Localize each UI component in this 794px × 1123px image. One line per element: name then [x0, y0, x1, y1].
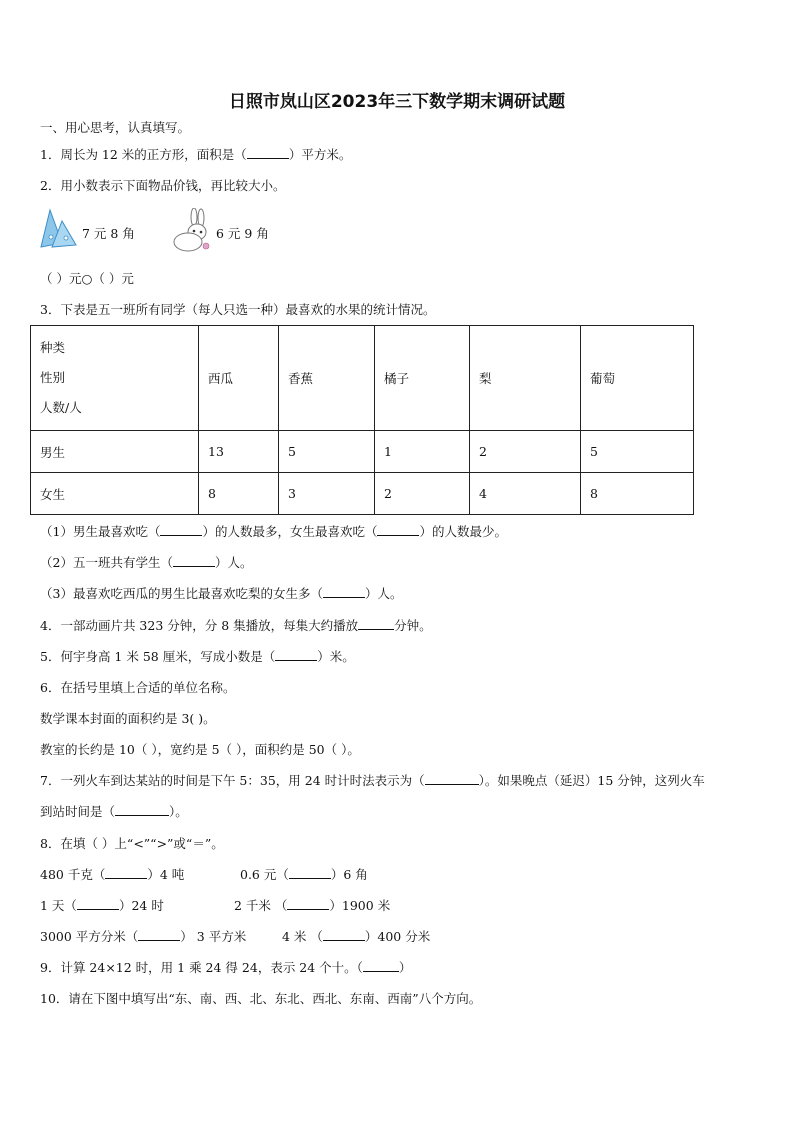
section-heading: 一、用心思考，认真填写。	[40, 120, 191, 135]
header-count: 人数/人	[40, 400, 82, 415]
table-corner-header	[31, 326, 199, 431]
question-6-line-1: 数学课本封面的面积约是 3( )。	[40, 711, 216, 726]
answer-blank[interactable]	[358, 629, 394, 630]
answer-blank[interactable]	[323, 940, 365, 941]
question-6-line-2: 教室的长约是 10（ ），宽约是 5（ ），面积约是 50（ ）。	[40, 742, 360, 757]
item2-price: 6 元 9 角	[216, 226, 269, 241]
fruit-header: 梨	[470, 326, 581, 431]
answer-blank[interactable]	[363, 971, 399, 972]
question-3-sub-2: （2）五一班共有学生（ ）人。	[40, 555, 253, 570]
answer-blank[interactable]	[247, 158, 289, 159]
fruit-header: 西瓜	[199, 326, 279, 431]
table-cell: 8	[581, 473, 694, 515]
answer-blank[interactable]	[105, 878, 147, 879]
question-8-row-2: 1 天（ ）24 时	[40, 898, 164, 913]
table-cell: 4	[470, 473, 581, 515]
answer-blank[interactable]	[287, 909, 329, 910]
fruit-header: 葡萄	[581, 326, 694, 431]
question-5: 5．何宇身高 1 米 58 厘米，写成小数是（ ）米。	[40, 649, 355, 664]
table-cell: 3	[279, 473, 375, 515]
answer-blank[interactable]	[173, 566, 215, 567]
table-row	[31, 431, 694, 473]
q1-text-b: ）平方米。	[288, 147, 352, 162]
fruit-header: 橘子	[375, 326, 470, 431]
rabbit-toy-icon	[170, 208, 214, 254]
table-header-row	[31, 326, 694, 431]
item1-price: 7 元 8 角	[82, 226, 135, 241]
question-8-row-3b: 4 米 （ ）400 分米	[282, 929, 431, 944]
table-cell: 13	[199, 431, 279, 473]
fruit-stats-table	[30, 325, 694, 515]
question-8: 8．在填（ ）上“<”“>”或“＝”。	[40, 836, 224, 851]
row-label: 男生	[31, 431, 199, 473]
answer-blank[interactable]	[289, 878, 331, 879]
answer-blank[interactable]	[425, 784, 479, 785]
row-label: 女生	[31, 473, 199, 515]
question-3-sub-3: （3）最喜欢吃西瓜的男生比最喜欢吃梨的女生多（ ）人。	[40, 586, 403, 601]
q1-text-a: 1．周长为 12 米的正方形，面积是（	[40, 147, 247, 162]
answer-blank[interactable]	[115, 815, 169, 816]
question-8-row-3: 3000 平方分米（ ） 3 平方米	[40, 929, 247, 944]
table-cell: 5	[581, 431, 694, 473]
header-gender: 性别	[40, 370, 66, 385]
table-cell: 2	[375, 473, 470, 515]
answer-blank[interactable]	[138, 940, 180, 941]
question-1	[40, 147, 351, 163]
fruit-header: 香蕉	[279, 326, 375, 431]
table-cell: 1	[375, 431, 470, 473]
question-3-sub-1: （1）男生最喜欢吃（ ）的人数最多，女生最喜欢吃（ ）的人数最少。	[40, 524, 507, 539]
answer-blank[interactable]	[160, 535, 202, 536]
answer-blank[interactable]	[323, 597, 365, 598]
triangle-ruler-icon	[38, 207, 80, 249]
answer-blank[interactable]	[77, 909, 119, 910]
question-3: 3．下表是五一班所有同学（每人只选一种）最喜欢的水果的统计情况。	[40, 302, 436, 317]
question-4: 4．一部动画片共 323 分钟，分 8 集播放，每集大约播放 分钟。	[40, 618, 432, 633]
question-2: 2．用小数表示下面物品价钱，再比较大小。	[40, 178, 286, 193]
question-8-row-2b: 2 千米 （ ）1900 米	[234, 898, 391, 913]
question-9: 9．计算 24×12 时，用 1 乘 24 得 24，表示 24 个十。（ ）	[40, 960, 412, 975]
question-7-cont: 到站时间是（ ）。	[40, 804, 188, 819]
table-cell: 2	[470, 431, 581, 473]
question-8-row-1b: 0.6 元（ ）6 角	[240, 867, 368, 882]
header-kind: 种类	[40, 340, 66, 355]
table-cell: 5	[279, 431, 375, 473]
question-10: 10．请在下图中填写出“东、南、西、北、东北、西北、东南、西南”八个方向。	[40, 991, 482, 1006]
table-cell: 8	[199, 473, 279, 515]
answer-blank[interactable]	[377, 535, 419, 536]
price-compare: （ ）元○（ ）元	[40, 271, 134, 286]
table-row	[31, 473, 694, 515]
answer-blank[interactable]	[275, 660, 317, 661]
question-7: 7．一列火车到达某站的时间是下午 5：35，用 24 时计时法表示为（ ）。如果晚点（延迟）15 分钟，这列火车	[40, 773, 705, 788]
question-8-row-1: 480 千克（ ）4 吨	[40, 867, 185, 882]
page-title: 日照市岚山区2023年三下数学期末调研试题	[228, 92, 566, 112]
question-6: 6．在括号里填上合适的单位名称。	[40, 680, 236, 695]
